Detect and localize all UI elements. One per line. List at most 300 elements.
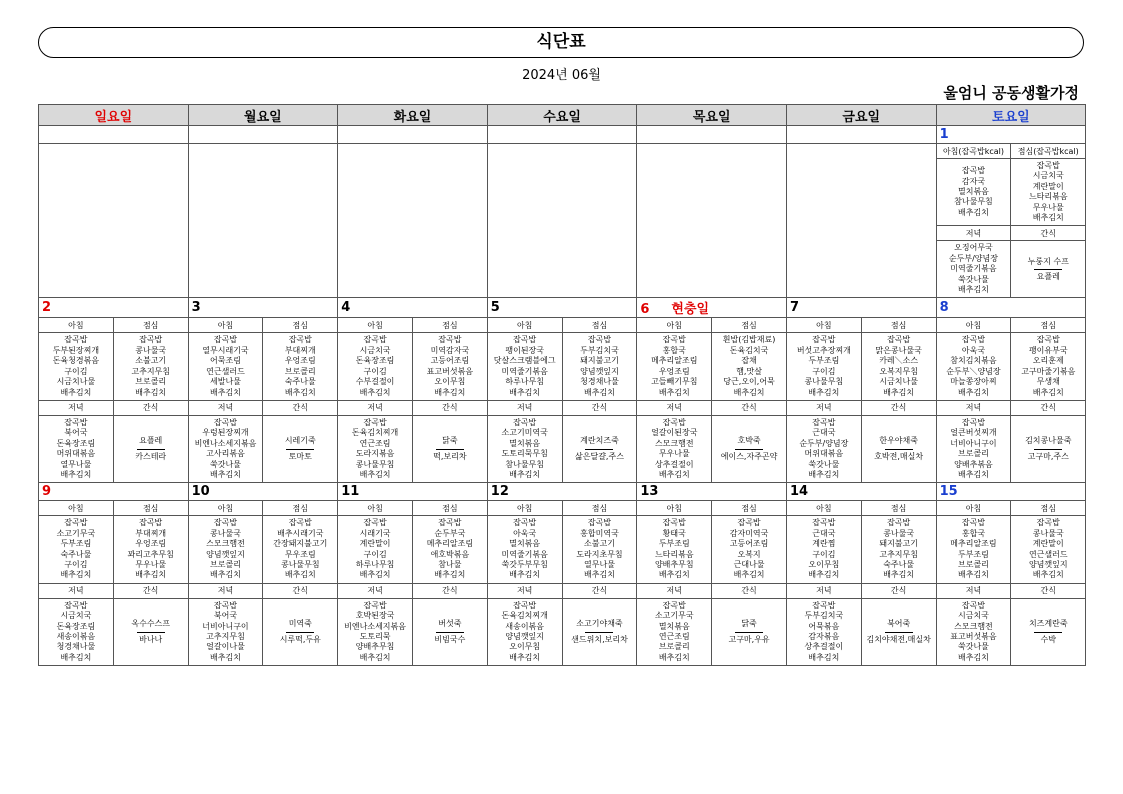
menu-item: 느타리볶음: [1028, 192, 1068, 202]
menu-item: 미역줄기볶음: [950, 264, 997, 274]
menu-item: 소불고기: [584, 539, 615, 549]
meal-label: 간식: [1011, 400, 1086, 415]
menu-item: 오징어무국: [954, 243, 993, 253]
snack-item: 고구마,주스: [1027, 451, 1069, 461]
menu-item: 배추김치: [60, 387, 92, 397]
meal-label: 아침: [338, 501, 413, 516]
menu-item: 배추김치: [210, 652, 241, 662]
menu-item: 배추김치: [958, 207, 989, 217]
meal-label: 점심: [861, 501, 936, 516]
menu-item: 고구마줄기볶음: [1021, 366, 1076, 376]
dinner-menu: [188, 598, 263, 665]
dinner-menu: [936, 415, 1011, 482]
day-number: [637, 298, 787, 318]
lunch-menu: [562, 516, 637, 583]
menu-item: 잡곡밥: [1036, 335, 1060, 345]
menu-item: 우엉조림: [658, 366, 690, 376]
menu-item: 양배추무침: [654, 559, 694, 569]
menu-item: 브로콜리: [284, 366, 316, 376]
menu-item: 배추김치: [658, 387, 690, 397]
menu-item: 배추김치: [434, 387, 466, 397]
meal-label: 간식: [861, 583, 936, 598]
menu-item: 시금치국: [1032, 171, 1064, 181]
menu-item: 머위대볶음: [56, 449, 96, 459]
page-title: 식단표: [38, 27, 1084, 58]
menu-item: 두부김치국: [804, 611, 844, 621]
snack-divider: [735, 449, 763, 450]
menu-item: 콩나물국: [1032, 528, 1064, 538]
meal-label: 점심: [412, 318, 487, 333]
meal-calendar: [38, 104, 1086, 666]
menu-item: 배추김치: [359, 469, 391, 479]
day-number-text: 15: [939, 484, 958, 500]
menu-item: 양배추무침: [355, 642, 395, 652]
lunch-menu: [1011, 333, 1086, 400]
menu-item: 감자미역국: [729, 528, 769, 538]
snack-divider: [1034, 269, 1062, 270]
snack-menu: [861, 598, 936, 665]
snack-divider: [436, 449, 464, 450]
meal-label: 아침: [188, 501, 263, 516]
menu-item: 상추걸절이: [654, 459, 694, 469]
menu-item: 닷살스크램블에그: [493, 356, 556, 366]
snack-menu: [412, 598, 487, 665]
menu-item: 배추김치: [808, 652, 840, 662]
menu-item: 돼지불고기: [879, 539, 918, 549]
menu-item: 배추김치: [958, 285, 989, 295]
snack-item: 토마토: [288, 451, 312, 461]
weekday-monday: 월요일: [188, 105, 338, 126]
day-number: [936, 483, 1086, 501]
snack-divider: [286, 632, 314, 633]
menu-item: 잡곡밥: [961, 518, 986, 528]
menu-item: 잡곡밥: [64, 518, 88, 528]
lunch-menu: [712, 333, 787, 400]
menu-item: 메추리알조림: [426, 539, 474, 549]
day-number: 1: [936, 126, 1086, 144]
menu-item: 콩나물무침: [355, 459, 395, 469]
meal-label: 간식: [1011, 583, 1086, 598]
breakfast-menu: [786, 516, 861, 583]
menu-item: 두부조림: [658, 539, 690, 549]
meal-label: 아침: [936, 501, 1011, 516]
menu-item: 스모크햄전: [654, 438, 694, 448]
menu-item: 배추김치: [733, 387, 765, 397]
menu-item: 우엉조림: [284, 356, 316, 366]
menu-item: 배추김치: [210, 387, 241, 397]
snack-menu: [412, 415, 487, 482]
menu-item: 순두부국: [434, 528, 466, 538]
empty-cell: [188, 144, 338, 298]
day-number: [338, 298, 488, 318]
menu-item: 배추김치: [1032, 570, 1064, 580]
menu-item: 너비아니구이: [202, 621, 249, 631]
menu-item: 브로콜리: [658, 642, 690, 652]
menu-item: 마늘쫑장아찌: [950, 377, 997, 387]
menu-item: 표고버섯볶음: [950, 632, 997, 641]
menu-item: 참치김치볶음: [950, 356, 997, 366]
meal-label: 간식: [712, 583, 787, 598]
menu-item: 배추김치: [284, 570, 316, 580]
week3-number-row: [39, 483, 1086, 501]
menu-item: 무우나물: [1032, 202, 1064, 212]
weekday-thursday: 목요일: [637, 105, 787, 126]
menu-item: 돈육김치찌개: [351, 428, 399, 438]
menu-item: 고사리볶음: [206, 449, 245, 459]
snack-item: 샌드위치,보리차: [571, 634, 628, 644]
menu-item: 계란말이: [359, 539, 391, 549]
day-number: [188, 483, 338, 501]
menu-item: 계란말이: [1032, 181, 1064, 191]
meal-label: 아침: [637, 501, 712, 516]
menu-item: 돈육장조림: [56, 438, 96, 448]
menu-item: 무생채: [1036, 377, 1060, 387]
menu-item: 소고기무국: [654, 611, 694, 621]
menu-item: 소고기미역국: [501, 428, 548, 438]
lunch-menu: [263, 516, 338, 583]
menu-item: 배추김치: [958, 570, 989, 580]
snack-item: 떡,보리차: [433, 451, 467, 461]
snack-item: 한우야채죽: [879, 436, 918, 446]
menu-item: 연근샐러드: [1028, 549, 1068, 559]
menu-item: 숙주나물: [60, 549, 92, 559]
snack-item: 미역죽: [288, 619, 312, 629]
menu-item: 애호박볶음: [430, 549, 470, 559]
menu-item: 호박된장국: [355, 611, 395, 621]
menu-item: 잡곡밥: [288, 335, 312, 345]
menu-item: 두부조림: [808, 356, 840, 366]
meal-label: 점심: [1011, 501, 1086, 516]
menu-item: 두부된장찌개: [52, 345, 100, 355]
snack-item: 닭죽: [741, 619, 757, 629]
lunch-menu: [861, 333, 936, 400]
weekday-tuesday: 화요일: [338, 105, 488, 126]
week2-number-row: [39, 298, 1086, 318]
menu-item: 배추김치: [808, 570, 840, 580]
menu-item: 오리훈제: [1032, 356, 1064, 366]
meal-label: 간식: [562, 400, 637, 415]
menu-item: 고추지무침: [131, 366, 171, 376]
menu-item: 구이김: [64, 559, 88, 569]
snack-item: 누룽지 수프: [1027, 256, 1069, 266]
dinner-menu: [338, 415, 413, 482]
menu-item: 배추김치: [958, 387, 989, 397]
dinner-menu: [637, 415, 712, 482]
menu-item: 어묵조림: [210, 356, 241, 366]
breakfast-menu: [786, 333, 861, 400]
menu-item: 시금치나물: [56, 377, 96, 387]
lunch-menu: [861, 516, 936, 583]
menu-item: 아욱국: [961, 345, 986, 355]
snack-item: 옥수수스프: [131, 619, 171, 629]
day-number-text: 5: [490, 300, 500, 316]
meal-label: 간식: [562, 583, 637, 598]
menu-item: 얼큰버섯찌개: [950, 428, 997, 438]
week3-dinner-row: [39, 598, 1086, 665]
menu-item: 구이김: [812, 549, 836, 559]
meal-label: 간식: [412, 400, 487, 415]
menu-item: 새송이볶음: [505, 621, 544, 631]
empty-cell: [338, 126, 488, 144]
meal-label: 간식: [263, 583, 338, 598]
menu-item: 고등어조림: [729, 539, 769, 549]
menu-item: 잡곡밥: [139, 518, 163, 528]
menu-item: 팽이유부국: [1028, 345, 1068, 355]
menu-item: 우엉조림: [135, 539, 167, 549]
menu-item: 배추김치: [733, 570, 765, 580]
snack-menu: [113, 598, 188, 665]
breakfast-menu: [39, 333, 114, 400]
dinner-menu: [936, 241, 1011, 298]
menu-item: 배추김치: [808, 387, 840, 397]
menu-item: 배추김치: [808, 469, 840, 479]
day-number: [487, 483, 637, 501]
snack-item: 호박전,매실차: [874, 451, 924, 461]
menu-item: 멸치볶음: [509, 438, 541, 448]
dinner-menu: [39, 415, 114, 482]
lunch-menu: [562, 333, 637, 400]
snack-item: 북어죽: [887, 619, 911, 629]
meal-label: 점심: [412, 501, 487, 516]
snack-menu: [113, 415, 188, 482]
meal-label: 저녁: [936, 583, 1011, 598]
empty-cell: [786, 144, 936, 298]
meal-label: 저녁: [786, 400, 861, 415]
empty-cell: [487, 126, 637, 144]
meal-label: 아침: [487, 501, 562, 516]
snack-item: 삶은달걀,주스: [575, 451, 624, 461]
menu-item: 미역줄기볶음: [501, 366, 548, 376]
snack-item: 버섯죽: [438, 619, 462, 629]
lunch-menu: [113, 516, 188, 583]
menu-item: 무우나물: [135, 559, 167, 569]
day-number: [39, 483, 189, 501]
menu-item: 배추김치: [883, 387, 915, 397]
menu-item: 고들빼기무침: [651, 377, 698, 387]
lunch-menu: [412, 333, 487, 400]
menu-item: 비엔나소세지볶음: [344, 621, 406, 631]
menu-item: 우렁된장찌개: [202, 428, 249, 438]
menu-item: 연근조림: [658, 632, 690, 641]
menu-item: 브로콜리: [958, 559, 989, 569]
menu-item: 배추김치: [509, 570, 541, 580]
menu-item: 구이김: [812, 366, 836, 376]
snack-menu: [1011, 241, 1086, 298]
menu-item: 잡곡밥: [139, 335, 163, 345]
menu-item: 무우나물: [658, 449, 690, 459]
dinner-menu: [487, 598, 562, 665]
breakfast-menu: [338, 516, 413, 583]
menu-item: 청경채나물: [580, 377, 619, 387]
lunch-menu: [712, 516, 787, 583]
menu-item: 무우조림: [284, 549, 316, 559]
menu-item: 배추김치: [359, 652, 391, 662]
menu-item: 배추김치: [60, 469, 92, 479]
menu-item: 참나물: [438, 559, 462, 569]
menu-item: 구이김: [363, 366, 387, 376]
menu-item: 시금치국: [60, 611, 92, 621]
snack-divider: [585, 449, 613, 450]
menu-item: 배추김치: [434, 570, 466, 580]
day-number-text: 3: [191, 300, 201, 316]
menu-item: 배추김치: [509, 652, 541, 662]
meal-label: 간식: [113, 583, 188, 598]
dinner-menu: [338, 598, 413, 665]
meal-label: 아침: [637, 318, 712, 333]
meal-label: 점심: [562, 318, 637, 333]
meal-label: 아침: [39, 501, 114, 516]
menu-item: 부대찌개: [135, 528, 167, 538]
menu-item: 잡곡밥: [812, 518, 836, 528]
meal-label: 저녁: [39, 583, 114, 598]
menu-item: 오이무침: [434, 377, 466, 387]
lunch-menu: [263, 333, 338, 400]
menu-item: 오복지무침: [879, 366, 918, 376]
menu-item: 콩나물무침: [280, 559, 320, 569]
snack-item: 시루떡,두유: [279, 634, 321, 644]
snack-divider: [1034, 632, 1062, 633]
menu-item: 참나물무침: [954, 197, 993, 207]
meal-label: 저녁: [637, 583, 712, 598]
dinner-menu: [786, 415, 861, 482]
menu-item: 북어국: [213, 611, 238, 621]
day-number-text: 9: [42, 484, 52, 500]
menu-item: 꽈리고추무침: [127, 549, 174, 559]
menu-item: 상추걸절이: [804, 642, 844, 652]
snack-divider: [735, 632, 763, 633]
empty-cell: [637, 126, 787, 144]
weekday-header-row: [39, 105, 1086, 126]
meal-label: 아침: [786, 501, 861, 516]
menu-item: 잡곡밥: [1036, 161, 1060, 170]
menu-item: 도라지초무침: [576, 549, 623, 559]
meal-label: 점심: [562, 501, 637, 516]
menu-item: 홍합미역국: [580, 528, 619, 538]
menu-item: 쑥갓나물: [808, 459, 840, 469]
menu-item: 배추시래기국: [277, 528, 324, 538]
meal-label: 간식: [712, 400, 787, 415]
lunch-menu: [1011, 159, 1086, 226]
menu-item: 배추김치: [284, 387, 316, 397]
day-number: [487, 298, 637, 318]
empty-cell: [39, 144, 189, 298]
menu-item: 너비아니구이: [950, 438, 997, 448]
menu-item: 숙주나물: [284, 377, 316, 387]
snack-divider: [137, 449, 165, 450]
day-number: [786, 483, 936, 501]
menu-item: 잡곡밥: [662, 600, 686, 610]
meal-label: 점심: [263, 318, 338, 333]
weekday-saturday: 토요일: [936, 105, 1086, 126]
menu-item: 구이김: [363, 549, 387, 559]
dinner-menu: [936, 598, 1011, 665]
menu-item: 열무시래기국: [202, 345, 249, 355]
snack-divider: [585, 632, 613, 633]
meal-label: 저녁: [936, 226, 1011, 241]
snack-item: 고구마,우유: [728, 634, 770, 644]
snack-item: 호박죽: [737, 436, 761, 446]
menu-item: 미역줄기볶음: [501, 549, 548, 559]
breakfast-menu: [338, 333, 413, 400]
menu-item: 콩나물무침: [804, 377, 844, 387]
menu-item: 배추김치: [658, 469, 690, 479]
menu-item: 감자볶음: [808, 632, 840, 641]
breakfast-menu: [637, 333, 712, 400]
menu-item: 얼갈이나물: [206, 642, 245, 652]
weekday-wednesday: 수요일: [487, 105, 637, 126]
menu-item: 잡곡밥: [64, 417, 88, 427]
meal-label: 아침: [487, 318, 562, 333]
menu-item: 돈육김치국: [729, 345, 769, 355]
menu-item: 배추김치: [210, 469, 241, 479]
menu-item: 배추김치: [60, 652, 92, 662]
empty-cell: [188, 126, 338, 144]
menu-item: 소고기무국: [56, 528, 96, 538]
menu-item: 간장돼지불고기: [273, 539, 328, 549]
menu-item: 고추지무침: [206, 632, 245, 641]
breakfast-menu: [637, 516, 712, 583]
menu-item: 계란찜: [812, 539, 836, 549]
menu-item: 메추리알조림: [651, 356, 698, 366]
menu-item: 잡곡밥: [887, 335, 911, 345]
menu-item: 수부걸절이: [355, 377, 395, 387]
snack-divider: [286, 449, 314, 450]
meal-label: 간식: [861, 400, 936, 415]
menu-item: 근대국: [812, 528, 836, 538]
menu-item: 잡곡밥: [213, 518, 238, 528]
menu-item: 북어국: [64, 428, 88, 438]
empty-cell: [637, 144, 787, 298]
snack-divider: [885, 632, 913, 633]
meal-label: 저녁: [487, 583, 562, 598]
menu-item: 콩나물국: [883, 528, 915, 538]
menu-item: 스모크햄전: [206, 539, 245, 549]
snack-item: 김치콩나물죽: [1025, 436, 1072, 446]
holiday-label: 현충일: [671, 302, 710, 318]
menu-item: 잡곡밥: [961, 166, 986, 176]
menu-item: 잡곡밥: [513, 335, 537, 345]
dinner-menu: [786, 598, 861, 665]
menu-item: 배추김치: [584, 570, 615, 580]
snack-item: 바나나: [139, 634, 163, 644]
menu-item: 브로콜리: [210, 559, 241, 569]
meal-label: 아침: [39, 318, 114, 333]
menu-item: 잡곡밥: [363, 518, 387, 528]
menu-item: 하루나무침: [355, 559, 395, 569]
meal-label: 점심: [712, 318, 787, 333]
snack-item: 카스테라: [135, 451, 167, 461]
menu-item: 두부조림: [60, 539, 92, 549]
empty-cell: [487, 144, 637, 298]
breakfast-menu: [487, 516, 562, 583]
menu-item: 아욱국: [513, 528, 537, 538]
menu-item: 잡곡밥: [288, 518, 312, 528]
menu-item: 감자국: [961, 176, 986, 186]
menu-item: 잡곡밥: [513, 417, 537, 427]
day-number-text: 7: [789, 300, 800, 316]
meal-label: 저녁: [188, 583, 263, 598]
day-number-text: 6: [640, 302, 650, 318]
menu-item: 잡곡밥: [662, 335, 686, 345]
menu-item: 배추김치: [1032, 387, 1064, 397]
menu-item: 잡곡밥: [513, 600, 537, 610]
menu-item: 근대국: [812, 428, 836, 438]
menu-item: 배추김치: [658, 652, 690, 662]
menu-item: 배추김치: [958, 652, 989, 662]
menu-item: 카레＼소스: [879, 356, 919, 366]
day-number-text: 13: [640, 484, 659, 500]
menu-item: 잡곡밥: [213, 335, 238, 345]
